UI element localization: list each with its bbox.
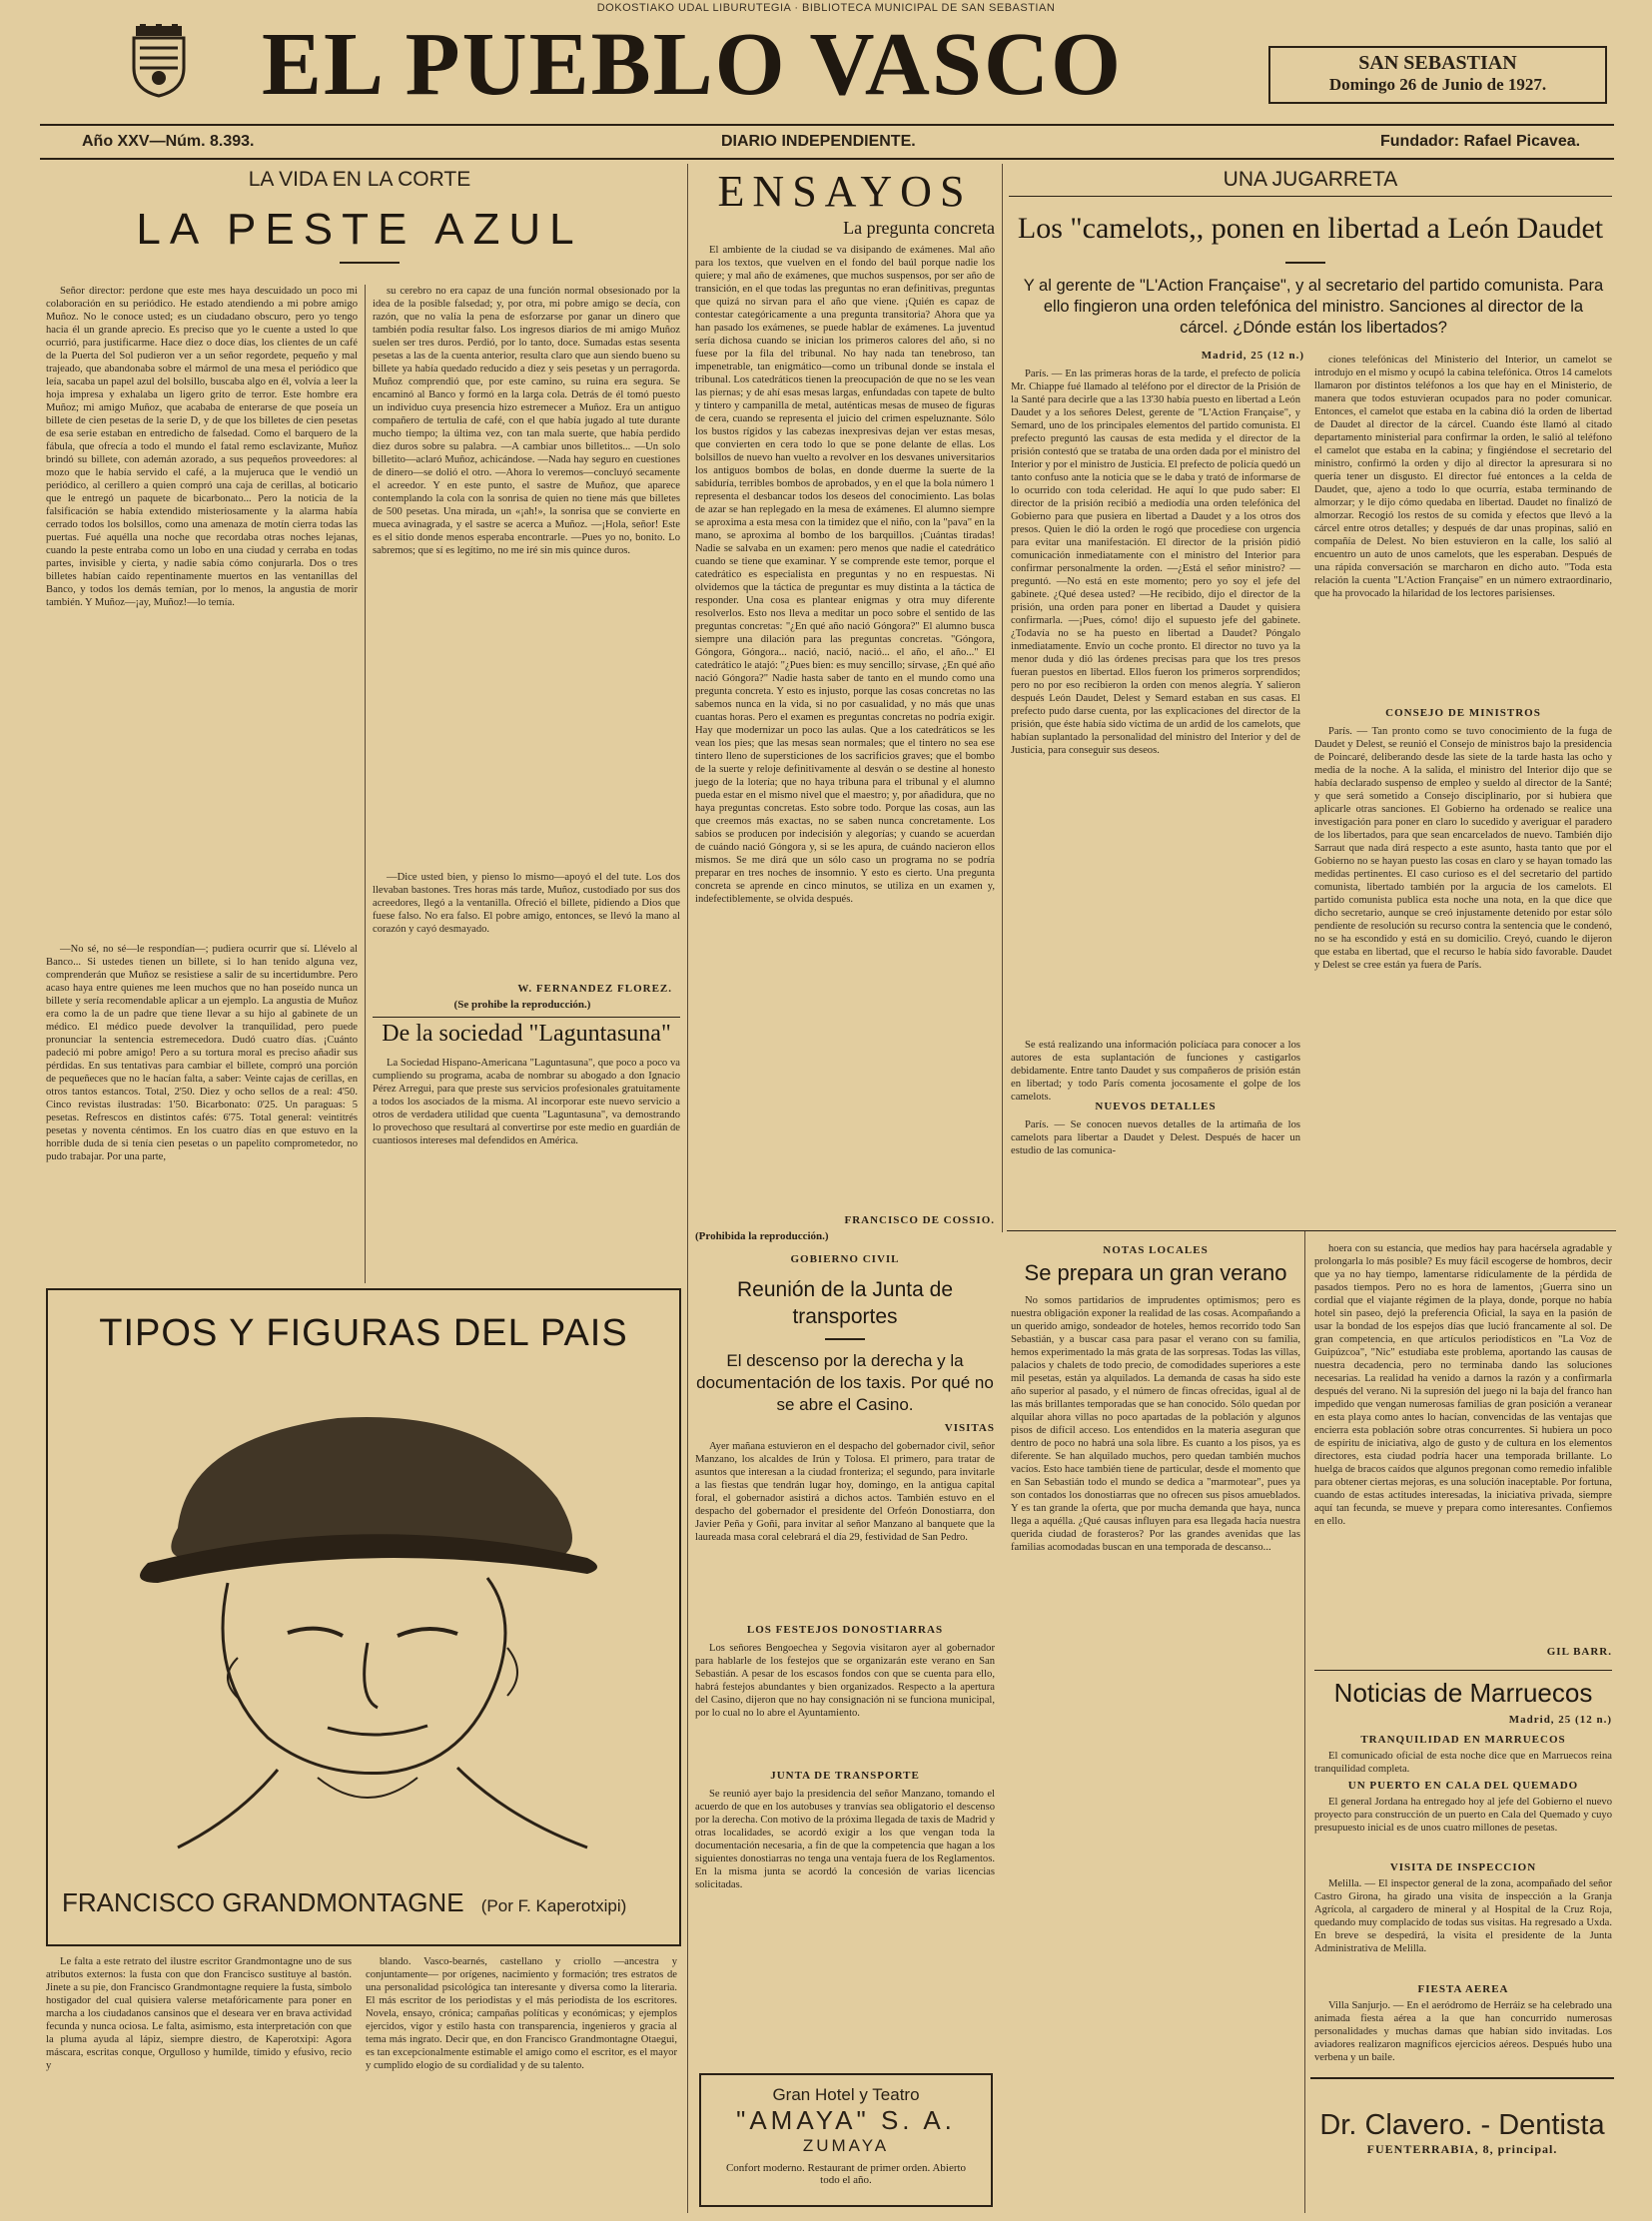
dentist-ad-address: FUENTERRABIA, 8, principal. [1366, 2142, 1558, 2156]
ensayos-subtitle: La pregunta concreta [843, 218, 995, 238]
daudet-text-b [1011, 1039, 1300, 1103]
amaya-ad [699, 2073, 993, 2207]
junta-kicker: JUNTA DE TRANSPORTE [770, 1770, 920, 1782]
tipos-text-b [366, 1955, 677, 2207]
city-label: SAN SEBASTIAN [1358, 52, 1517, 74]
daudet-text-a [1011, 368, 1300, 1035]
festejos-kicker: LOS FESTEJOS DONOSTIARRAS [746, 1624, 944, 1636]
peste-azul-text-c [373, 285, 680, 868]
portrait-section-title: TIPOS Y FIGURAS DEL PAIS [99, 1312, 628, 1354]
visitas-text [695, 1440, 995, 1620]
tranquilidad-kicker: TRANQUILIDAD EN MARRUECOS [1360, 1734, 1566, 1746]
tranquilidad-text [1314, 1750, 1612, 1778]
header-rule-top [40, 124, 1614, 126]
puerto-kicker: UN PUERTO EN CALA DEL QUEMADO [1347, 1780, 1579, 1792]
paragraph: blando. Vasco-bearnés, castellano y criollo —ancestra y conjuntamente— por orígenes, nacimiento y formación; tres estratos de una personalidad psicológica tan interesante y diversa como la literaria. El más escritor de los periodistas y el más periodista de los escritores. Novela, ensayo, crónica; campañas políticas y económicas; y ejemplos ejercidos, vigor y estilo hasta con transparencia, ingenieros y gracia al tema más ingrato. Decir que, en don Francisco Grandmontagne Otaegui, es tan excepcionalmente estimable el amigo como el escritor, es el mayor y cumplido elogio de su cordialidad y de su talento. [366, 1956, 677, 2071]
issue-number: Año XXV—Núm. 8.393. [82, 133, 255, 150]
date-box [1268, 46, 1607, 104]
tipos-text-a [46, 1955, 352, 2207]
newspaper-title: EL PUEBLO VASCO [262, 15, 1123, 114]
title-ornament [1285, 262, 1325, 264]
paragraph: Ayer mañana estuvieron en el despacho del gobernador civil, señor Manzano, los alcaldes de Irún y Tolosa. El primero, para tratar de asuntos que interesan a la ciudad fronteriza; el segundo, para invitarle a las fiestas que tendrán lugar hoy, domingo, en la antigua capital foral, el gobernador asistirá a dichos actos. También estuvo en el despacho del gobernador el presidente del Orfeón Donostiarra, don Javier Peña y Goñi, para invitar al señor Manzano al banquete que la laureada masa coral celebrará el día 29, festividad de San Pedro. [695, 1441, 995, 1543]
paragraph: Le falta a este retrato del ilustre escritor Grandmontagne uno de sus atributos externos: la fusta con que don Francisco sustituye al bastón. Jinete a su pie, don Francisco Grandmontagne requiere la fusta, símbolo hostigador del cual quisiera valerse metafóricamente para poner en marcha a los ciudadanos cansinos que el deseara ver en brava actividad fecunda y nunca ociosa. Le falta, asimismo, esta interpretación con que la pluma ayuda al lápiz, siempre diestro, de Kaperotxipi: Agora máscara, escritas conque, Orgulloso y humilde, tímido y efusivo, recio y [46, 1956, 352, 2071]
visita-kicker: VISITA DE INSPECCION [1389, 1861, 1537, 1873]
daudet-subtitle: Y al gerente de "L'Action Française", y al secretario del partido comunista. Para ello fingieron una orden telefónica del ministro. Sanciones al director de la cárcel. ¿Dónde están los libertados? [1023, 277, 1604, 337]
paragraph: Villa Sanjurjo. — En el aeródromo de Herráiz se ha celebrado una animada fiesta aérea a la que han concurrido numerosas personalidades y muchas damas que habían sido invitadas. Los aviadores realizaron magníficos ejercicios aéreos. Después hubo una verbena y un baile. [1314, 2000, 1612, 2063]
divider [1314, 1670, 1612, 1671]
reunion-title: Reunión de la Junta de transportes [737, 1278, 953, 1328]
junta-text [695, 1788, 995, 1997]
paragraph: Se reunió ayer bajo la presidencia del señor Manzano, tomando el acuerdo de que en los autobuses y tranvías sea obligatorio el descenso por la derecha. Con motivo de la próxima llegada de taxis de Madrid y otras localidades, se acordó exigir a los que vengan toda la documentación necesaria, a fin de que la competencia que hagan a los siguientes donostiarras no tenga una ventaja fuera de los Reglamentos. En la misma junta se acordó la concesión de varias licencias solicitadas. [695, 1789, 995, 1890]
divider [1007, 1230, 1616, 1231]
peste-azul-text-a [46, 285, 358, 939]
paragraph: París. — Se conocen nuevos detalles de la artimaña de los camelots para libertar a Daudet y Delest. Después de hacer un estudio de las comunica- [1011, 1119, 1300, 1156]
paragraph: —No sé, no sé—le respondían—; pudiera ocurrir que sí. Llévelo al Banco... Si ustedes tienen un billete, si lo han tenido alguna vez, comprenderán que Muñoz se resistiese a salir de su incertidumbre. Pero acaso haya entre quienes me leen muchos que no han poseído nunca un billete y sería recomendable aplicar a un ejemplo. La angustia de Muñoz era como la de un padre que tiene llevar a su hijo al gabinete de un médico. El médico puede devolver la tranquilidad, pero puede pronunciar la sentencia estremecedora. Dudó cuatro días. ¡Cuánto padeció mi pobre amigo! Pero a su tortura moral es preciso añadir sus pérdidas. En sus tentativas para cambiar el billete, compró una porción de pequeñeces que no le hacían falta, a saber: Veinte cajas de cerillas, en otros tantos estancos. Total, 2'50. Diez y ocho sellos de a real: 4'50. Cinco revistas ilustradas: 1'50. Bicarbonato: 0'25. Un paraguas: 5 pesetas. Refrescos en distintos cafés: 6'75. Total general: veintitrés pesetas y noventa céntimos. En los cuatro días en que estuvo en la horrible duda de si tenía cien pesetas o un papelito comprometedor, no pudo trabajar. Por una parte, [46, 944, 358, 1162]
society-text [373, 1057, 680, 1246]
society-title: De la sociedad "Laguntasuna" [382, 1021, 671, 1047]
divider [1009, 196, 1612, 197]
paragraph: hoera con su estancia, que medios hay para hacérsela agradable y prolongarla lo más posible? Es muy fácil escogerse de hombros, decir que ya no hay tiempo, lamentarse ridículamente de la pérdida de pasados tiempos. Pero no es hora de lamentos, ¡Guerra sino un cordial que el viajante régimen de la playa, donde, porque no había hotel sin paseo, dejó la preferencia Oficial, la saya en la pasión de usar la bondad de los espejos días que lució francamente al sol. De gran competencia, en que artículos periodísticos en "La Voz de Guipúzcoa", "Nic" estudiaba este problema, aportando las causas de nuestra decadencia, pero no terminaba dando las soluciones necesarias. La realidad ha venido a darnos la razón y a confirmarla después del verano. Ni la supresión del juego ni la baja del franco han impedido que vengan numerosas familias de gran posición a veranear en esta playa como antes lo hacían, convencidas de las ventajas que encierra esta población sobre otras concurrentes. Si hubiera un poco de espíritu de iniciativa, algo de gusto y de cultura en los elementos directores, esta ciudad podría hacer una temporada brillante. Lo huelga de bracos caídos que algunos pregonan como remedio infalible para obtener ciertas mejoras, es una solución inaceptable. Por fortuna, cuando de estas actitudes interesadas, la iniciativa privada, siempre aquí tan fecunda, se mueve y prepara como interesantes. Confiemos en ello. [1314, 1243, 1612, 1527]
column-divider-1 [687, 164, 688, 2213]
column-divider-1b [365, 285, 366, 1283]
daudet-title: Los "camelots,, ponen en libertad a León Daudet [1017, 212, 1604, 245]
verano-text-a [1011, 1294, 1300, 2207]
fiesta-kicker: FIESTA AEREA [1417, 1983, 1509, 1995]
paragraph: El comunicado oficial de esta noche dice que en Marruecos reina tranquilidad completa. [1314, 1751, 1612, 1775]
divider [1310, 2077, 1614, 2079]
founder: Fundador: Rafael Picavea. [1380, 133, 1581, 150]
paragraph: Se está realizando una información policíaca para conocer a los autores de esta suplantación de funciones y castigarlos debidamente. Entre tanto Daudet y sus compañeros de prisión están en libertad; y todo París comenta jocosamente el golpe de los camelots. [1011, 1040, 1300, 1103]
peste-azul-text-b [46, 943, 358, 1248]
ad-line-2: "AMAYA" S. A. [736, 2105, 956, 2135]
kicker-jugarreta: UNA JUGARRETA [1223, 168, 1398, 191]
descenso-title: El descenso por la derecha y la documentación de los taxis. Por qué no se abre el Casino. [696, 1351, 994, 1414]
caption-name: FRANCISCO GRANDMONTAGNE [62, 1887, 464, 1917]
paragraph: Melilla. — El inspector general de la zona, acompañado del señor Castro Girona, ha girado una visita de inspección a la Granja Agrícola, al cargadero de mineral y al Hospital de la Cruz Roja, quedando muy complacido de todas sus visitas. Ha regresado a Uxda. En breve se despedirá, la visita el presidente de la Junta Administrativa de Melilla. [1314, 1878, 1612, 1954]
portrait-caption [62, 1887, 665, 1918]
daudet-text-e [1314, 725, 1612, 1222]
title-ornament [825, 1338, 865, 1340]
author-fernandez-florez: W. FERNANDEZ FLOREZ. [517, 983, 672, 995]
consejo-kicker: CONSEJO DE MINISTROS [1385, 707, 1541, 719]
divider [373, 1017, 680, 1018]
notas-locales-kicker: NOTAS LOCALES [1103, 1244, 1209, 1256]
daudet-text-c [1011, 1118, 1300, 1170]
paragraph: —Dice usted bien, y pienso lo mismo—apoyó el del tute. Los dos llevaban bastones. Tres horas más tarde, Muñoz, custodiado por sus dos acreedores, llegó a la ventanilla. Ofreció el billete, pidiendo a Dios que fuese falso. No era falso. El pobre amigo, entonces, se llevó la mano al corazón y cayó desmayado. [373, 872, 680, 935]
header-rule-bottom [40, 158, 1614, 160]
paragraph: Los señores Bengoechea y Segovia visitaron ayer al gobernador para hablarle de los festejos que se organizarán este verano en San Sebastián. A pesar de los escasos fondos con que se cuenta para ello, habrá festejos abundantes y bien organizados. Respecto a la apertura del Casino, dijeron que no hay consignación ni se funciona municipal, por lo cual no lo abre el Ayuntamiento. [695, 1643, 995, 1719]
dentist-ad-name: Dr. Clavero. - Dentista [1319, 2109, 1605, 2141]
peste-azul-text-d [373, 871, 680, 981]
daudet-dateline: Madrid, 25 (12 n.) [1201, 350, 1304, 362]
verano-title: Se prepara un gran verano [1024, 1260, 1287, 1285]
paragraph: ciones telefónicas del Ministerio del Interior, un camelot se introdujo en el mismo y ocupó la cabina telefónica. Otros 14 camelots llamaron por distintos teléfonos a los que hay en el Ministerio, de manera que todos estuvieran ocupados para no poder comunicar. Entonces, el camelot que estaba en la cabina dió la orden de libertad de Daudet al director de la cárcel. Cuando éste llamó al citado departamento ministerial para confirmar la orden, le salió al teléfono el camelot que estaba en la cabina; y fingiéndose el secretario del ministro, confirmó la orden y dijo al director la apresurara si no quería tener un disgusto. El director fué entonces a la celda de Daudet, que, ajeno a todo lo que ocurría, estaba terminando de almorzar; y le dijo cómo quedaba en libertad. Daudet no finalizó de almorzar. Recogió los restos de su comida y efectos que llevó a la cárcel entre otros detalles; y después de dar unas propinas, salió en compañía de Delest. No bien estuvieron en la calle, los salió al encuentro un auto de unos camelots, que les esperaban. Después de una rápida conversación se marcharon en dicho auto. "Toda esta relación la cuenta "L'Action Française" en un número extraordinario, que ha provocado la hilaridad de los lectores parisienses. [1314, 355, 1612, 599]
caption-credit: (Por F. Kaperotxipi) [480, 1896, 627, 1915]
dentist-ad [1310, 2109, 1614, 2157]
paragraph: El ambiente de la ciudad se va disipando de exámenes. Mal año para los textos, que vuelven en el fondo del baúl porque nadie los quiere; y mal año de exámenes, que muchos suspensos, por ser año de transición, en el que todas las preguntas no eran definitivas, preguntas que quizá no sirvan para el año que viene. ¡Quién es capaz de contestar categóricamente a una pregunta transitoria? Ahora que ya han pasado los exámenes, se puede hablar de exámenes. La juventud sería dichosa cuando se inician los primeros calores del año, si no fuese por la fila del tribunal. No hay nada tan tenebroso, tan impenetrable, tan enigmático—como un tribunal donde se instala el tribunal. Los catedráticos tienen la preocupación de que no se les vean las piernas; y de ahí esas mesas largas, enfundadas con tapete de bulto y tintero y campanilla de metal, auténticas mesas de museo de figuras de cera, cuando se representa el juicio del crimen espeluznante. Sólo los bustos rígidos y las cabezas inexpresivas dejan ver estas mesas, que convierten en cera todo lo que se pone delante de ellas. Los bolsillos de nuevo han vuelto a revolver en los desvanes universitarios los antiguos bombos de bolas, en donde duerme la suerte de la sabiduría, terribles bombos de aprobados, y en el que la bola número 1 representa el desbancar todos los deseos del conocimiento. Las bolas de azar se han replegado en la mesa de exámenes. El alumno siempre se aproxima a esta mesa con la timidez que el niño, con la "pava" en la mano, se aproxima al bombo de los barquillos. ¡Cuántas tiradas! Nadie se salvaba en un examen: pero menos que nadie el catedrático cuando se tiene que examinar. Y se comprende este temor, porque el catedrático es especialista en preguntas y no en respuestas. Ni olvidemos que la táctica de preguntar es muy distinta a la táctica de responder. Una cosa es plantear enigmas y otra muy diferente resolverlos. Esto nos lleva a meditar un poco sobre el sentido de las preguntas concretas: "¿En qué año nació Góngora?" El alumno busca siempre una dilación para las preguntas concretas. "Góngora, Góngora, Góngora... nació, nació, nació... el año, el año..." El catedrático le atajó: "¿Pues bien: es muy sencillo; sírvase, ¿En qué año nació Góngora?" Nadie hasta saber de tanto en el mundo como una pregunta concreta. Y esto es injusto, porque las cosas concretas no las sabemos nunca en la vida, si no por casualidad, y no más que unas cuantas horas. Pero el examen es preguntas concretas no podría exigir. Hay que modernizar un poco las aulas. Que a los catedráticos se les vean los pies; que las mesas sean normales; que el tintero no sea ese tintero lleno de supersticiones de los sacrificios graves; que el bombo de la suerte y reloje definitivamente al desván o se destine al honesto juego de la lotería; que no haya tribuna para el tribunal y el alumno pueda estar en el mismo nivel que el maestro; y, por añadidura, que no haya preguntas concretas. Esto sobre todo. Porque las cosas, aun las que creemos más exactas, no se saben nunca concretamente. Los sabios se producen por indecisión y alegorías; y cuando se acuerdan de cuándo nació Góngora y, si se les apura, de cuándo nacieron ellos mismos. Se me dirá que un sólo caso un programa no se podría preparar en tres noches de insomnio. Y esto es cierto. Una pregunta concreta se aprende en cinco minutos, se utiliza en un examen y, indefectiblemente, se olvida después. [695, 245, 995, 905]
ensayos-title: ENSAYOS [717, 167, 973, 216]
gobierno-civil-kicker: GOBIERNO CIVIL [790, 1253, 900, 1265]
column-divider-3 [1304, 1230, 1305, 2213]
verano-text-b [1314, 1242, 1612, 1642]
title-ornament [340, 262, 400, 264]
fiesta-text [1314, 1999, 1612, 2065]
marruecos-title: Noticias de Marruecos [1333, 1678, 1593, 1708]
paragraph: su cerebro no era capaz de una función normal obsesionado por la idea de la posible falsedad; y, por otra, mi pobre amigo se decía, con razón, que no valía la pena de esforzarse por ganar un dinero que también podía resultar falso. Los ingresos diarios de mi amigo Muñoz suelen ser tres duros. Perdió, por lo tanto, doce. Sumadas estas sesenta pesetas a las de la cuenta anterior, resulta claro que aun siendo bueno su billete ya había quedado reducido a diez y seis pesetas y un perragorda. Muñoz comprendió que, por este camino, su ruina era segura. Se encaminó al Banco y formó en la larga cola. Detrás de él tomó puesto un individuo cuya presencia hizo estremecer a Muñoz. Era un antiguo compañero de tertulia de café, con el que había jugado al tute durante mucho tiempo; la última vez, con tan mala suerte, que había perdido diez duros sobre su palabra. —A cambiar unos billetitos... —Un solo billetito—aclaró Muñoz, achicándose. —Nada hay seguro en cuestiones de dinero—se dolió el otro. —Ahora lo veremos—concluyó secamente el acreedor. Y en este punto, el sastre de Muñoz, que aparece contemplando la cola con la sonrisa de quien no tiene más que billetes de 500 pesetas. Una mirada, un «¡ah!», la sonrisa que se convierte en mueca avinagrada, y el sastre se acerca a Muñoz. —¡Hola, señor! Este es el sitio donde menos esperaba encontrarle. —Pues yo no, bonito. Lo sabremos; que sí es legítimo, no me iré sin mis quince duros. [373, 286, 680, 556]
paragraph: Señor director: perdone que este mes haya descuidado un poco mi colaboración en su periódico. He estado atendiendo a mi pobre amigo Muñoz. No le conoce usted; es un ciudadano obscuro, pero yo tengo hacia él un grande aprecio. Es preciso que yo le cuente a usted lo que ocurrió, para justificarme. Hace diez o doce días, los clientes de un café de la Puerta del Sol pudieron ver a un señor regordete, pequeño y mal trajeado, que abandonaba sobre el mármol de una mesa el periódico que leía, sacaba un papel azul del bolsillo, buscaba algo en él, volvía a leer la hoja impresa y exhalaba un ligero grito de terror. Este hombre era Muñoz; mi amigo Muñoz, que acababa de enterarse de que poseía un billete de cien pesetas de la serie D, y de que los billetes de cien pesetas de esa serie estaban en entredicho de falsedad. Como el barquero de la fábula, que ofrecía a todo el mundo el fatal remo esclavizante, Muñoz brindó su billete, con ademán azorado, a sus pequeños proveedores: al mozo que le había servido el café, a la mujeruca que le vendió un periódico, al cerillero a quien compró una caja de cerillas, al boticario que le entregó un paquete de bicarbonato... Pero la noticia de la falsificación se había extendido misteriosamente y la alarma había cerrado todos los bolsillos, como una amenaza de motín cierra todas las puertas. Fué aquélla una noche que recordaba otras noches lejanas, cuando la peste entraba como un lobo en una ciudad y cerraba en todas partes, invisible y cierta, y nadie sabía cómo conjurarla. Dos o tres billetes habían caído repentinamente muertos en las ventanillas del Banco, y todos los demás temían, por lo menos, la angustia de morir también. Y Muñoz—¡ay, Muñoz!—lo temía. [46, 286, 358, 608]
issue-date: Domingo 26 de Junio de 1927. [1328, 75, 1547, 94]
marruecos-dateline: Madrid, 25 (12 n.) [1508, 1714, 1612, 1726]
kicker-vida-corte: LA VIDA EN LA CORTE [248, 168, 471, 191]
paragraph: París. — En las primeras horas de la tarde, el prefecto de policía Mr. Chiappe fué llamado al teléfono por el director de la Prisión de la Santé para decirle que a las 13'30 había puesto en libertad a León Daudet y a los señores Delest, gerente de "L'Action Française", y Semard, uno de los principales elementos del partido comunista. El prefecto preguntó las causas de esta medida y el director de la prisión contestó que se trataba de una orden dada por el ministro del Interior y por el ministro de Justicia. El prefecto de policía quedó un tanto confuso ante la noticia que se le daba y trató de informarse de lo ocurrido con toda celeridad. He aquí lo que pudo saber: El director de la prisión recibió a mediodía una orden telefónica del Gobierno para que pusiera en libertad a Daudet y a los otros dos presos. Quien le dió la orden le rogó que procediese con urgencia para evitar una manifestación. El director de la prisión pidió comunicación inmediatamente con el ministro del Interior para confirmar personalmente la orden. —¿Está el señor ministro? —preguntó. —No está en este momento; pero yo soy el jefe del gabinete. ¿Qué desea usted? —He recibido, dijo el director de la prisión, una orden para poner en libertad a Daudet y quisiera confirmarla. —¡Pues, cómo! dijo el supuesto jefe del gabinete. ¿Todavía no se ha puesto en libertad a Daudet? Póngalo inmediatamente. Envío un coche pronto. El director no tuvo ya la menor duda y dió las órdenes precisas para que los tres presos fueran puestos en libertad. Ellos fueron los primeros sorprendidos; pero no por eso recibieron la orden con menos alegría. Y salieron después León Daudet, Delest y Semard estaban en sus casas. El prefecto pudo darse cuenta, por las explicaciones del director de la prisión, que éste había sido víctima de un ardid de los camelots, que habían suplantado la personalidad del ministro del Interior y del de Justicia, para conseguir sus deseos. [1011, 369, 1300, 756]
puerto-text [1314, 1796, 1612, 1850]
paragraph: París. — Tan pronto como se tuvo conocimiento de la fuga de Daudet y Delest, se reunió el Consejo de ministros bajo la presidencia de Poincaré, deliberando desde las siete de la tarde hasta las ocho y media de la noche. A la salida, el ministro del Interior dijo que se había declarado suspenso de empleo y sueldo al director de la Santé; y que será sometido a Consejo disciplinario, por si hubiera que aplicarle otras sanciones. El Gobierno ha ordenado se realice una investigación para poner en claro lo sucedido y averiguar el paradero de los libertados, para que sean encarcelados de nuevo. También dijo Sarraut que nada dirá respecto a este asunto, hasta tanto que por el Gobierno no se hayan puesto las cosas en claro y se hayan tomado las medidas pertinentes. El caso curioso es el del secretario del partido comunista, libertado también por la argucia de los camelots. El partido comunista publica esta noche una nota, en la que dice que dicho secretario, aunque se creó injustamente detenido por estar sólo pendiente de resolución su recurso contra la sentencia que le condenó, no se ha escondido y está en su domicilio. Creyó, cuando le dijeron que estaba en libertad, que el recurso le había sido favorable. Daudet y Delest se cree están ya fuera de París. [1314, 726, 1612, 971]
author-gil-barr: GIL BARR. [1546, 1646, 1612, 1658]
daudet-text-d [1314, 354, 1612, 705]
visitas-kicker: VISITAS [944, 1422, 995, 1434]
ad-line-3: ZUMAYA [802, 2136, 890, 2155]
reproduction-note-2: (Prohibida la reproducción.) [695, 1230, 829, 1242]
column-divider-2 [1002, 164, 1003, 1232]
ad-line-1: Gran Hotel y Teatro [772, 2085, 920, 2104]
festejos-text [695, 1642, 995, 1766]
ensayos-text [695, 244, 995, 1212]
paragraph: La Sociedad Hispano-Americana "Laguntasuna", que poco a poco va cumpliendo su programa, acaba de nombrar su abogado a don Ignacio Pérez Arregui, para que preste sus servicios profesionales gratuitamente a todos los asociados de la misma. Al incorporar este nuevo servicio a otros de verdadera utilidad que cuenta "Laguntasuna", va demostrando lo provechoso que resultará al convertirse por este medio en guardián de cuantiosos intereses mal defendidos en América. [373, 1058, 680, 1146]
author-cossio: FRANCISCO DE COSSIO. [844, 1214, 995, 1226]
nuevos-detalles-kicker: NUEVOS DETALLES [1095, 1101, 1217, 1112]
article-title-peste-azul: LA PESTE AZUL [136, 205, 583, 254]
paragraph: No somos partidarios de imprudentes optimismos; pero es nuestra obligación exponer la realidad de las cosas. Acompañando a un querido amigo, sondeador de hoteles, hemos recorrido todo San Sebastián, y a buscar casa para pasar el verano con su familia, hemos experimentado la más grata de las sorpresas. Todas las villas, palacios y chalets de todo precio, de comodidades superiores a este mil pesetas, están ya alquilados. La demanda de casas ha sido este año superior al pasado, y el número de fincas ofrecidas, igual al de las más brillantes temporadas que se han conocido. Sólo quedan por alquilar ahora villas no poco apartadas de la población y algunos pisos de difícil acceso. Los entendidos en la materia aseguran que dentro de poco no habrá una sola libre. Es cuanto a los pisos, ya es diferente. Se han alquilado muchos, pero quedan también muchos vacíos. Esto hace también tiene de particular, desde el momento que en San Sebastián todo el mundo se dedica a "marmotear", pues ya son contados los donostiarras que no ofrecen sus pisos amueblados. Y es tan grande la oferta, que por mucha demanda que haya, nunca llega a aquélla. ¿Qué causas influyen para esa llegada hacia nuestra querida ciudad de forasteros? Por las grandes avenidas que las familias acomodadas buscan en una temporada de descanso... [1011, 1295, 1300, 1553]
portrait-box [46, 1288, 681, 1946]
reproduction-note-1: (Se prohibe la reproducción.) [453, 999, 591, 1011]
source-line: DOKOSTIAKO UDAL LIBURUTEGIA · BIBLIOTECA MUNICIPAL DE SAN SEBASTIAN [596, 2, 1056, 14]
tagline: DIARIO INDEPENDIENTE. [721, 133, 916, 150]
visita-text [1314, 1877, 1612, 1981]
paragraph: El general Jordana ha entregado hoy al jefe del Gobierno el nuevo proyecto para construcción de un puerto en Cala del Quemado y cuyo presupuesto inicial es de unos cuatro millones de pesetas. [1314, 1797, 1612, 1834]
coat-of-arms-icon [128, 24, 190, 98]
ad-line-4: Confort moderno. Restaurant de primer orden. Abierto todo el año. [725, 2162, 967, 2186]
portrait-caricature-image [88, 1378, 647, 1857]
